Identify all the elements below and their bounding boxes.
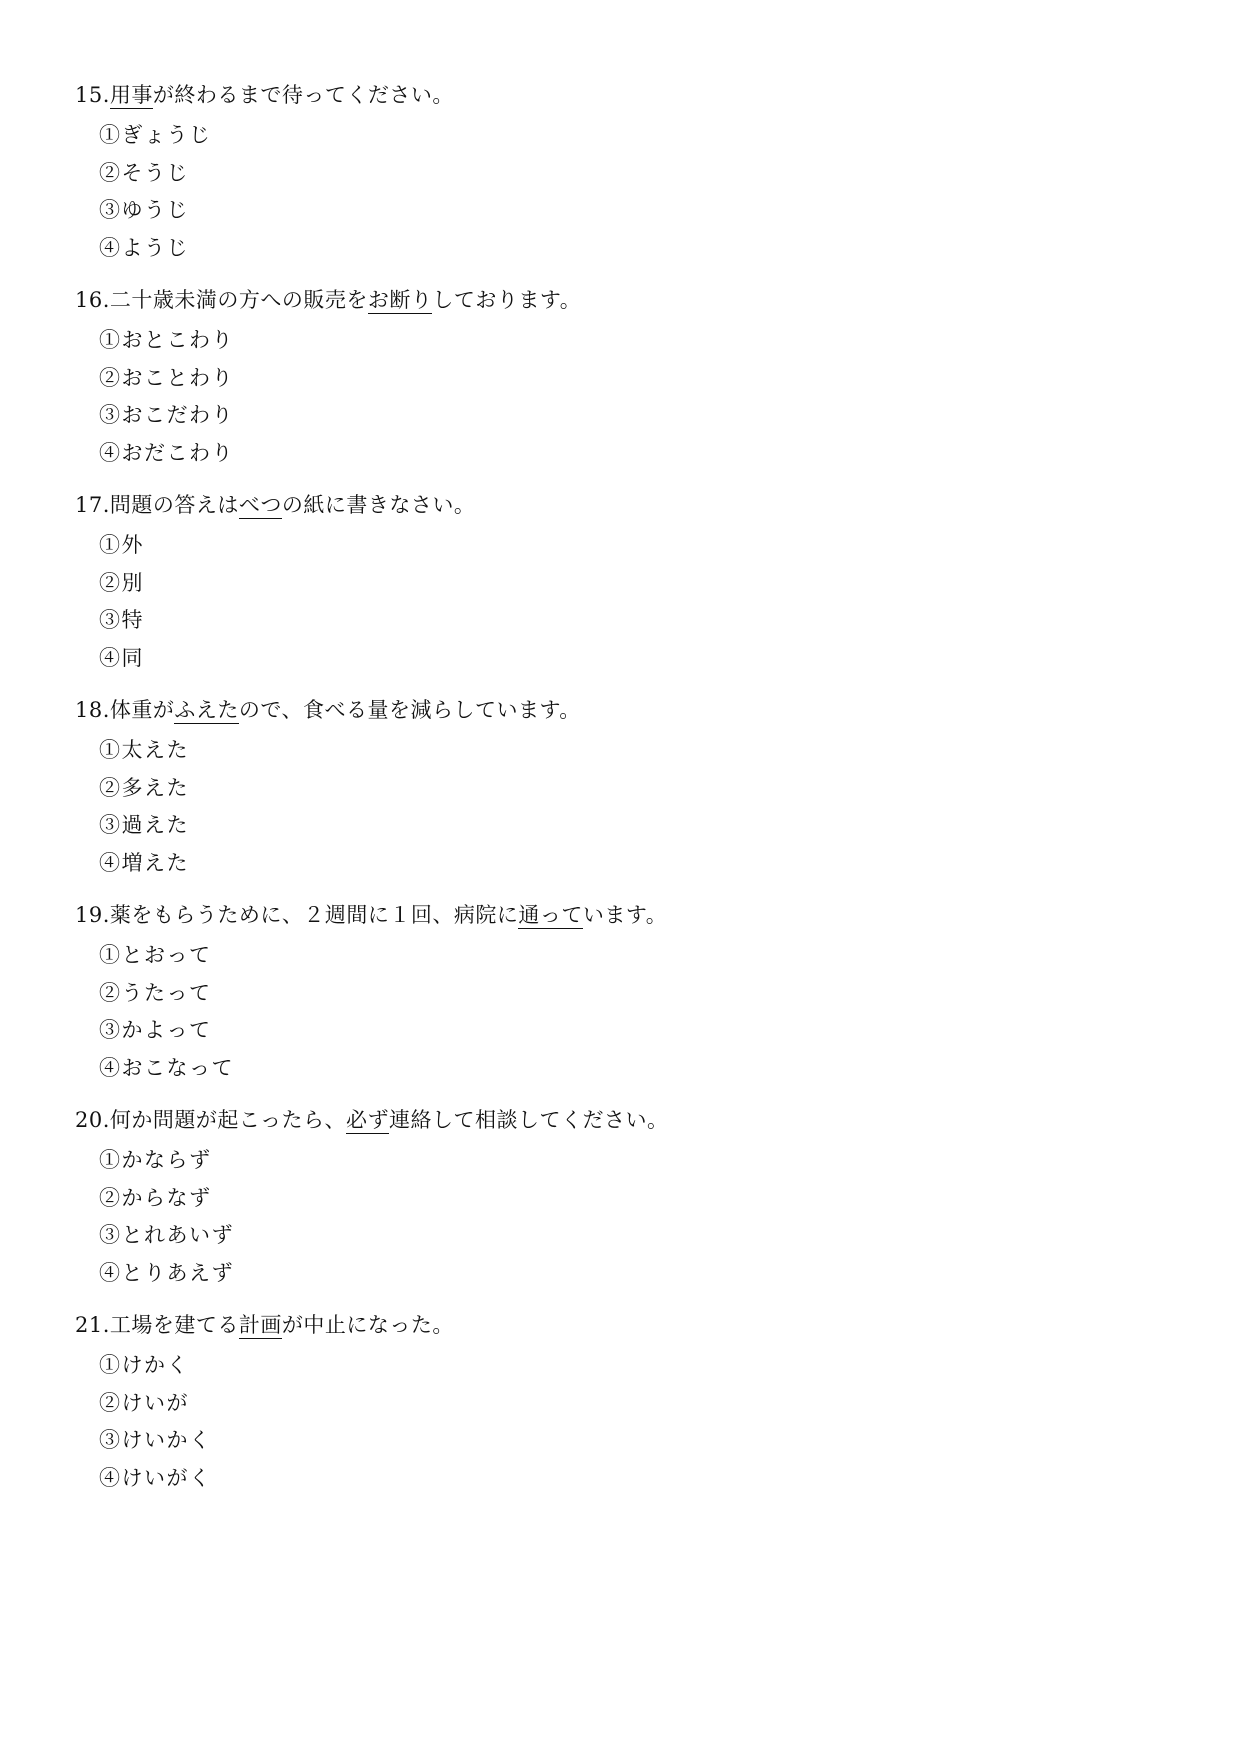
question-stem [75, 1310, 1165, 1340]
option-2[interactable]: ②うたって [99, 980, 212, 1005]
question-16 [75, 285, 1165, 472]
option-4[interactable]: ④同 [99, 645, 144, 670]
question-number: 16. [75, 288, 110, 312]
question-19 [75, 900, 1165, 1087]
stem-text-before: 問題の答えは [109, 493, 239, 517]
option-2[interactable]: ②多えた [99, 775, 189, 800]
question-stem [75, 80, 1165, 110]
option-4[interactable]: ④けいがく [99, 1465, 212, 1490]
question-15 [75, 80, 1165, 267]
option-1[interactable]: ①外 [99, 533, 144, 557]
option-3[interactable]: ③けいかく [99, 1428, 212, 1452]
option-3[interactable]: ③過えた [99, 813, 189, 837]
option-1[interactable]: ①けかく [99, 1353, 189, 1377]
quiz-page [75, 80, 1165, 1515]
question-number: 20. [75, 1108, 110, 1132]
option-1[interactable]: ①太えた [99, 738, 189, 762]
option-1[interactable]: ①ぎょうじ [99, 123, 212, 147]
answer-options [99, 1347, 1165, 1497]
underlined-word: べつ [238, 493, 282, 517]
option-1[interactable]: ①とおって [99, 943, 212, 967]
stem-text-after: ので、食べる量を減らしています。 [238, 698, 581, 722]
question-stem [75, 285, 1165, 315]
option-3[interactable]: ③おこだわり [99, 403, 234, 427]
answer-options [99, 527, 1165, 677]
option-4[interactable]: ④おだこわり [99, 440, 234, 465]
stem-text-after: が終わるまで待ってください。 [152, 83, 454, 107]
stem-text-before: 工場を建てる [109, 1313, 239, 1337]
option-3[interactable]: ③ゆうじ [99, 198, 189, 222]
answer-options [99, 1142, 1165, 1292]
question-20 [75, 1105, 1165, 1292]
option-2[interactable]: ②けいが [99, 1390, 189, 1415]
underlined-word: 通って [518, 903, 583, 927]
answer-options [99, 322, 1165, 472]
option-4[interactable]: ④増えた [99, 850, 189, 875]
option-2[interactable]: ②からなず [99, 1185, 212, 1210]
stem-text-before: 体重が [109, 698, 175, 722]
stem-text-before: 二十歳未満の方への販売を [109, 288, 368, 312]
option-2[interactable]: ②おことわり [99, 365, 234, 390]
option-4[interactable]: ④とりあえず [99, 1260, 234, 1285]
option-3[interactable]: ③とれあいず [99, 1223, 234, 1247]
question-number: 15. [75, 83, 110, 107]
option-2[interactable]: ②そうじ [99, 160, 189, 185]
stem-text-after: 連絡して相談してください。 [389, 1108, 669, 1132]
question-stem [75, 1105, 1165, 1135]
underlined-word: 計画 [238, 1313, 282, 1337]
answer-options [99, 117, 1165, 267]
question-21 [75, 1310, 1165, 1497]
option-4[interactable]: ④おこなって [99, 1055, 234, 1080]
question-stem [75, 490, 1165, 520]
stem-text-after: が中止になった。 [281, 1313, 454, 1337]
underlined-word: お断り [367, 288, 433, 312]
underlined-word: 用事 [109, 83, 153, 107]
question-stem [75, 900, 1165, 930]
question-number: 18. [75, 698, 110, 722]
question-17 [75, 490, 1165, 677]
question-number: 19. [75, 903, 110, 927]
stem-text-after: の紙に書きなさい。 [281, 493, 476, 517]
underlined-word: ふえた [174, 698, 239, 722]
stem-text-before: 薬をもらうために、２週間に１回、病院に [109, 903, 519, 927]
answer-options [99, 732, 1165, 882]
question-stem [75, 695, 1165, 725]
option-4[interactable]: ④ようじ [99, 235, 189, 260]
option-3[interactable]: ③かよって [99, 1018, 212, 1042]
option-2[interactable]: ②別 [99, 570, 144, 595]
question-number: 17. [75, 493, 110, 517]
option-1[interactable]: ①かならず [99, 1148, 212, 1172]
option-1[interactable]: ①おとこわり [99, 328, 234, 352]
answer-options [99, 937, 1165, 1087]
stem-text-before: 何か問題が起こったら、 [109, 1108, 346, 1132]
stem-text-after: しております。 [432, 288, 582, 312]
question-number: 21. [75, 1313, 110, 1337]
stem-text-after: います。 [582, 903, 668, 927]
question-18 [75, 695, 1165, 882]
underlined-word: 必ず [346, 1108, 389, 1132]
option-3[interactable]: ③特 [99, 608, 144, 632]
